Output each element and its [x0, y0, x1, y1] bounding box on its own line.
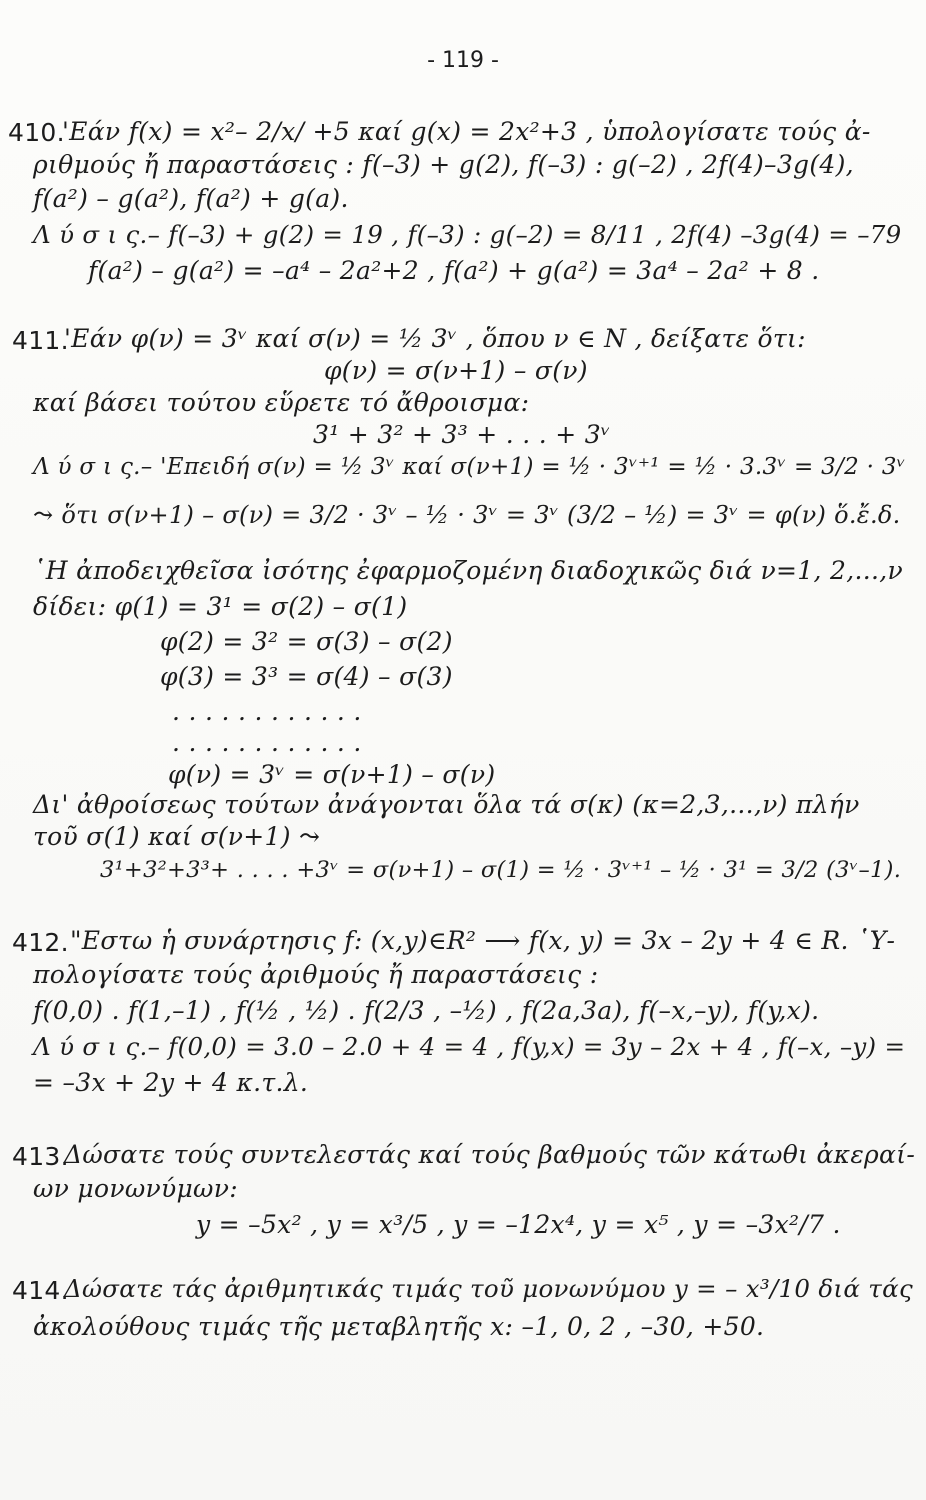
exercise-412-line-2: πολογίσατε τούς ἀριθμούς ἤ παραστάσεις : [33, 960, 599, 989]
exercise-413-line-2: ων μονωνύμων: [33, 1174, 238, 1203]
exercise-411-dots-1: . . . . . . . . . . . . [172, 697, 362, 726]
exercise-411-line-11: φ(ν) = 3ᵛ = σ(ν+1) – σ(ν) [168, 760, 496, 789]
exercise-412-line-3: f(0,0) . f(1,–1) , f(½ , ½) . f(2/3 , –½) , f(2a,3a), f(–x,–y), f(y,x). [33, 996, 820, 1025]
exercise-411-line-7: ῾Η ἀποδειχθεῖσα ἰσότης ἐφαρμοζομένη διαδοχικῶς διά ν=1, 2,...,ν [33, 556, 903, 585]
exercise-411-line-9: φ(2) = 3² = σ(3) – σ(2) [160, 627, 453, 656]
exercise-411-line-10: φ(3) = 3³ = σ(4) – σ(3) [160, 662, 453, 691]
exercise-411-dots-2: . . . . . . . . . . . . [172, 728, 362, 757]
exercise-412-line-4: Λ ύ σ ι ς.– f(0,0) = 3.0 – 2.0 + 4 = 4 , f(y,x) = 3y – 2x + 4 , f(–x, –y) = [33, 1032, 906, 1061]
exercise-413-number: 413. [12, 1142, 69, 1171]
exercise-411-line-4: 3¹ + 3² + 3³ + . . . + 3ᵛ [313, 420, 611, 449]
exercise-411-line-6: ⤳ ὅτι σ(ν+1) – σ(ν) = 3/2 · 3ᵛ – ½ · 3ᵛ = 3ᵛ (3/2 – ½) = 3ᵛ = φ(ν) ὅ.ἔ.δ. [33, 501, 901, 529]
exercise-412-line-1: "Εστω ἡ συνάρτησις f: (x,y)∈R² ⟶ f(x, y) = 3x – 2y + 4 ∈ R. ῾Υ- [70, 926, 896, 955]
exercise-411-line-13: τοῦ σ(1) καί σ(ν+1) ⤳ [33, 822, 321, 851]
exercise-412-number: 412. [12, 928, 69, 957]
exercise-413-line-1: Δώσατε τούς συντελεστάς καί τούς βαθμούς τῶν κάτωθι ἀκεραί- [64, 1140, 916, 1169]
exercise-414-line-1: Δώσατε τάς ἀριθμητικάς τιμάς τοῦ μονωνύμου y = – x³/10 διά τάς [64, 1274, 913, 1303]
exercise-413-line-3: y = –5x² , y = x³/5 , y = –12x⁴, y = x⁵ , y = –3x²/7 . [196, 1210, 841, 1239]
exercise-411-line-14: 3¹+3²+3³+ . . . . +3ᵛ = σ(ν+1) – σ(1) = ½ · 3ᵛ⁺¹ – ½ · 3¹ = 3/2 (3ᵛ–1). [100, 857, 902, 883]
exercise-411-line-3: καί βάσει τούτου εὕρετε τό ἄθροισμα: [33, 388, 530, 417]
exercise-410-line-5: f(a²) – g(a²) = –a⁴ – 2a²+2 , f(a²) + g(a²) = 3a⁴ – 2a² + 8 . [88, 256, 820, 285]
page-number: - 119 - [427, 48, 499, 73]
exercise-414-number: 414. [12, 1276, 69, 1305]
exercise-414-line-2: ἀκολούθους τιμάς τῆς μεταβλητῆς x: –1, 0, 2 , –30, +50. [33, 1312, 765, 1341]
exercise-410-line-3: f(a²) – g(a²), f(a²) + g(a). [33, 184, 349, 213]
exercise-412-line-5: = –3x + 2y + 4 κ.τ.λ. [33, 1068, 309, 1097]
exercise-410-line-4: Λ ύ σ ι ς.– f(–3) + g(2) = 19 , f(–3) : g(–2) = 8/11 , 2f(4) –3g(4) = –79 [33, 220, 902, 249]
exercise-411-line-2: φ(ν) = σ(ν+1) – σ(ν) [324, 356, 588, 385]
exercise-411-line-8: δίδει: φ(1) = 3¹ = σ(2) – σ(1) [33, 592, 408, 621]
exercise-411-line-5: Λ ύ σ ι ς.– 'Επειδή σ(ν) = ½ 3ᵛ καί σ(ν+1) = ½ · 3ᵛ⁺¹ = ½ · 3.3ᵛ = 3/2 · 3ᵛ [33, 454, 906, 480]
exercise-411-line-1: 'Εάν φ(ν) = 3ᵛ καί σ(ν) = ½ 3ᵛ , ὅπου ν ∈ N , δείξατε ὅτι: [64, 324, 806, 353]
exercise-411-number: 411. [12, 326, 69, 355]
exercise-410-line-1: 'Εάν f(x) = x²– 2/x/ +5 καί g(x) = 2x²+3 , ὑπολογίσατε τούς ἀ- [62, 117, 871, 146]
exercise-410-number: 410. [8, 118, 65, 147]
exercise-410-line-2: ριθμούς ἤ παραστάσεις : f(–3) + g(2), f(–3) : g(–2) , 2f(4)–3g(4), [33, 150, 854, 179]
exercise-411-line-12: Δι' ἀθροίσεως τούτων ἀνάγονται ὅλα τά σ(κ) (κ=2,3,...,ν) πλήν [33, 790, 860, 819]
